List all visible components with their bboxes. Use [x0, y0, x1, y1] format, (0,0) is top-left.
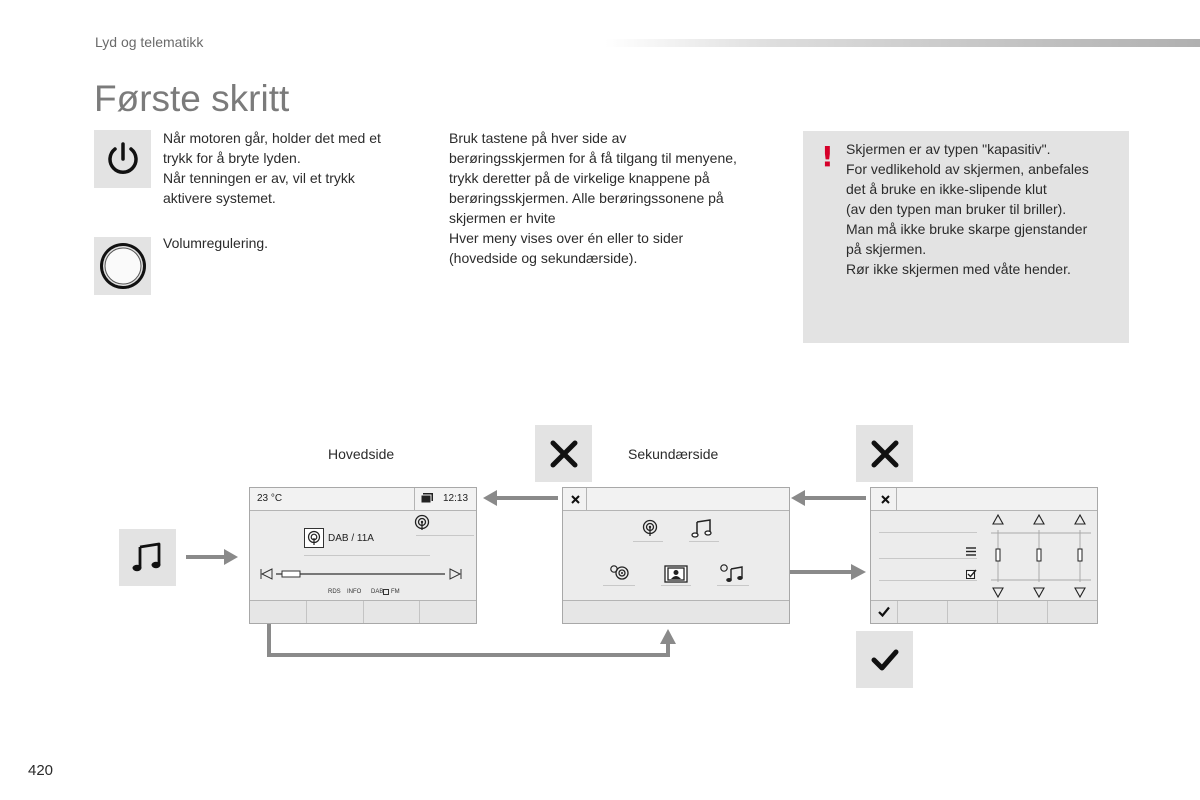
radio-antenna-icon — [414, 514, 430, 530]
power-text-line: trykk for å bryte lyden. — [163, 150, 301, 166]
note-text-line: det å bruke en ikke-slipende klut — [846, 181, 1047, 197]
power-text-line: Når tenningen er av, vil et trykk — [163, 170, 355, 186]
confirm-cell — [871, 601, 898, 623]
info-button: INFO — [347, 589, 362, 595]
music-settings-icon — [719, 563, 745, 583]
power-text-line: aktivere systemet. — [163, 190, 276, 206]
main-page-screen — [249, 487, 477, 624]
separator — [416, 535, 474, 536]
separator — [304, 555, 430, 556]
messages-icon — [420, 493, 434, 505]
separator — [879, 580, 977, 581]
warning-icon: ! — [821, 140, 834, 173]
usage-text-line: (hovedside og sekundærside). — [449, 250, 638, 266]
status-divider — [414, 488, 415, 510]
rds-button: RDS — [328, 589, 341, 595]
usage-text-line: Hver meny vises over én eller to sider — [449, 230, 684, 246]
note-text-line: (av den typen man bruker til briller). — [846, 201, 1067, 217]
bottom-cell — [898, 601, 948, 623]
bottom-cell — [250, 601, 307, 623]
fm-button: FM — [391, 589, 400, 595]
bottom-cell — [420, 601, 476, 623]
note-text-line: Rør ikke skjermen med våte hender. — [846, 261, 1071, 277]
volume-description: Volumregulering. — [163, 235, 269, 251]
status-bar — [250, 488, 476, 511]
page-number: 420 — [28, 762, 54, 779]
separator — [633, 541, 663, 542]
station-name: DAB / 11A — [328, 533, 374, 544]
note-text-line: på skjermen. — [846, 241, 927, 257]
separator — [879, 558, 977, 559]
section-label: Lyd og telematikk — [95, 34, 204, 50]
secondary-bottom-bar — [563, 600, 789, 623]
check-icon — [878, 606, 890, 617]
radio-settings-icon — [609, 564, 631, 582]
close-icon — [881, 495, 890, 504]
bottom-cell — [563, 601, 789, 623]
bottom-cell — [307, 601, 364, 623]
close-icon — [571, 495, 580, 504]
usage-text-line: berøringsskjermen. Alle berøringssonene på — [449, 190, 724, 206]
separator — [661, 585, 691, 586]
main-page-label: Hovedside — [328, 446, 395, 462]
bottom-cell — [948, 601, 998, 623]
usage-text-line: trykk deretter på de virkelige knappene på — [449, 170, 710, 186]
main-bottom-bar — [250, 600, 476, 623]
status-bar — [563, 488, 789, 511]
usage-text-line: Bruk tastene på hver side av — [449, 130, 627, 146]
music-note-icon — [691, 518, 713, 538]
separator — [689, 541, 719, 542]
bottom-cell — [1048, 601, 1097, 623]
list-icon — [966, 547, 976, 556]
secondary-page-label: Sekundærside — [628, 446, 719, 462]
separator — [717, 585, 749, 586]
usage-text-line: skjermen er hvite — [449, 210, 556, 226]
dab-button: DAB — [371, 589, 384, 595]
contact-card-icon — [664, 565, 688, 583]
clock-display: 12:13 — [443, 493, 469, 504]
page-title: Første skritt — [94, 78, 290, 119]
secondary-page-screen — [562, 487, 790, 624]
dab-fm-toggle — [383, 589, 389, 595]
radio-antenna-icon — [641, 519, 659, 537]
usage-text-line: berøringsskjermen for å få tilgang til menyene, — [449, 150, 737, 166]
equalizer-sliders — [987, 514, 1097, 600]
bottom-cell — [364, 601, 421, 623]
note-text-line: Man må ikke bruke skarpe gjenstander — [846, 221, 1088, 237]
note-text-line: For vedlikehold av skjermen, anbefales — [846, 161, 1089, 177]
seek-bar — [260, 568, 464, 580]
temperature-display: 23 °C — [257, 493, 283, 504]
separator — [603, 585, 635, 586]
dab-station-icon — [304, 528, 324, 548]
checkbox-icon — [966, 569, 977, 579]
settings-bottom-bar — [871, 600, 1097, 623]
power-text-line: Når motoren går, holder det med et — [163, 130, 381, 146]
settings-page-screen — [870, 487, 1098, 624]
status-bar — [871, 488, 1097, 511]
note-text-line: Skjermen er av typen "kapasitiv". — [846, 141, 1051, 157]
bottom-cell — [998, 601, 1048, 623]
separator — [879, 532, 977, 533]
